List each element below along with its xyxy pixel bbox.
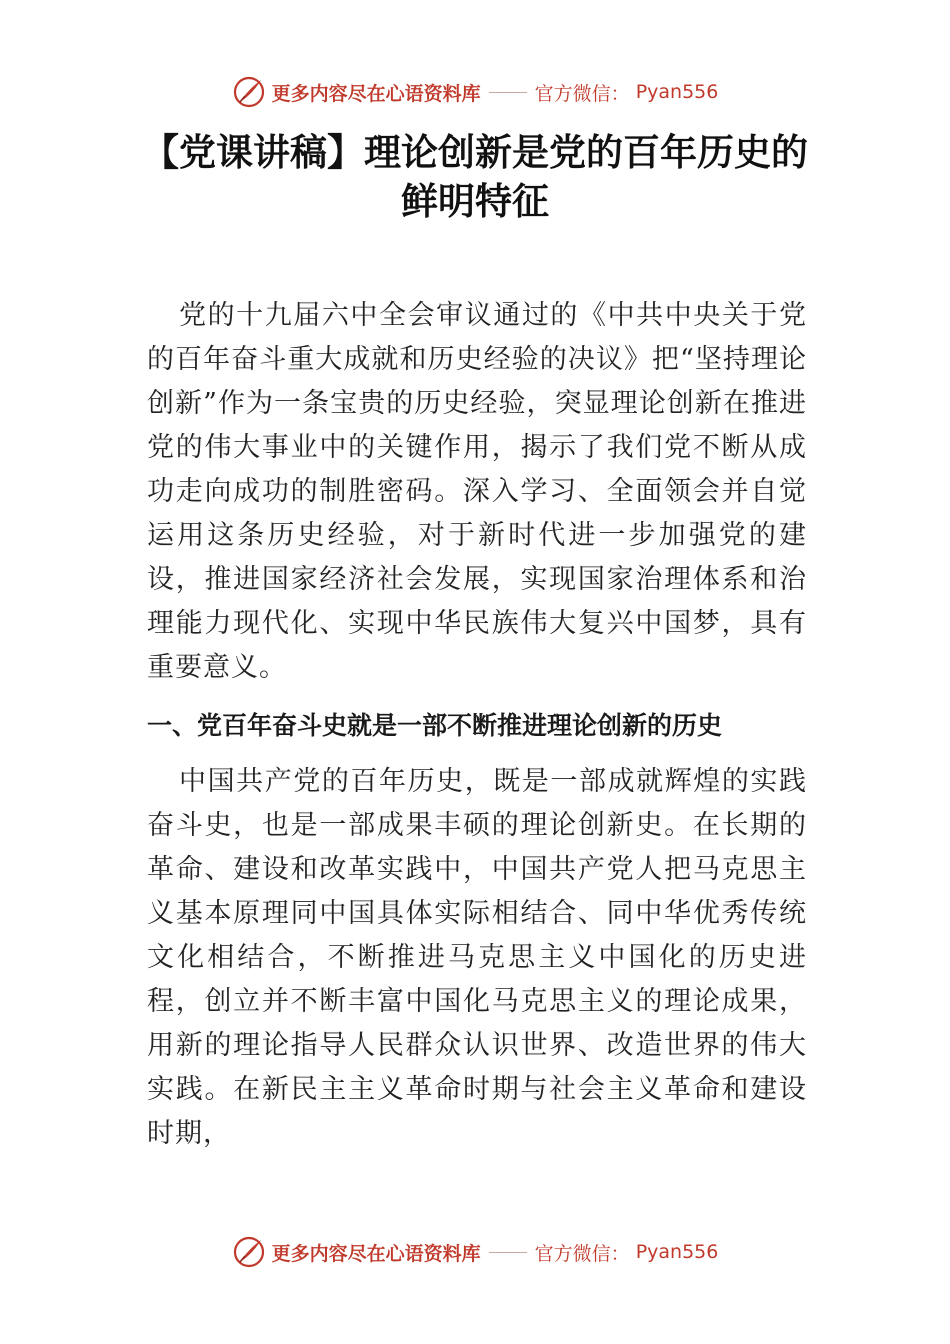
intro-paragraph: 党的十九届六中全会审议通过的《中共中央关于党的百年奋斗重大成就和历史经验的决议》把“坚持理论创新”作为一条宝贵的历史经验，突显理论创新在推进党的伟大事业中的关键作用，揭示了我们党不断从成功走向成功的制胜密码。深入学习、全面领会并自觉运用这条历史经验，对于新时代进一步加强党的建设，推进国家经济社会发展，实现国家治理体系和治理能力现代化、实现中华民族伟大复兴中国梦，具有重要意义。 [147, 300, 807, 683]
body-paragraph: 中国共产党的百年历史，既是一部成就辉煌的实践奋斗史，也是一部成果丰硕的理论创新史。在长期的革命、建设和改革实践中，中国共产党人把马克思主义基本原理同中国具体实际相结合、同中华优秀传统文化相结合，不断推进马克思主义中国化的历史进程，创立并不断丰富中国化马克思主义的理论成果，用新的理论指导人民群众认识世界、改造世界的伟大实践。在新民主主义革命时期与社会主义革命和建设时期， [147, 766, 807, 1149]
quill-pen-logo-icon [232, 1235, 266, 1269]
quill-pen-logo-icon [232, 75, 266, 109]
section-heading: 一、党百年奋斗史就是一部不断推进理论创新的历史 [147, 711, 723, 740]
document-title: 【党课讲稿】理论创新是党的百年历史的鲜明特征 [142, 131, 808, 223]
banner-separator [489, 92, 527, 93]
banner-wechat-label: 官方微信： [534, 1242, 630, 1265]
banner-separator [489, 1252, 527, 1253]
header-banner [0, 72, 950, 112]
banner-promo-text: 更多内容尽在心语资料库 [271, 1242, 481, 1265]
banner-wechat-label: 官方微信： [534, 82, 630, 105]
footer-banner [0, 1232, 950, 1272]
banner-promo-text: 更多内容尽在心语资料库 [271, 82, 481, 105]
banner-wechat-account: Pyan556 [635, 81, 719, 103]
banner-wechat-account: Pyan556 [635, 1241, 719, 1263]
